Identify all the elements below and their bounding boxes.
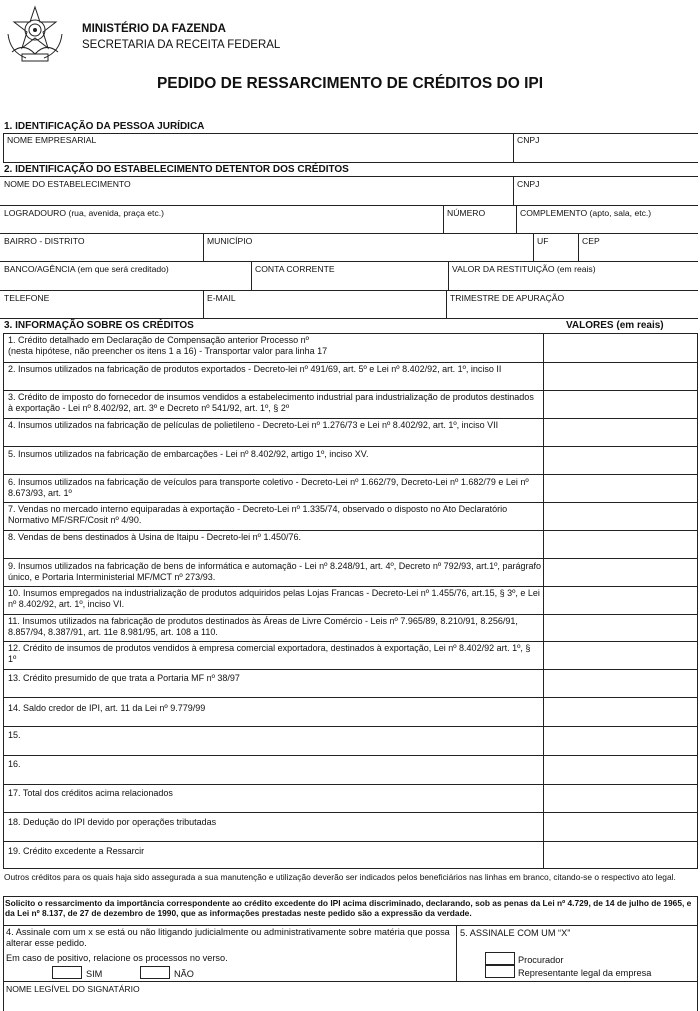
value-cell-9[interactable] [545, 559, 696, 585]
field-trimestre[interactable]: TRIMESTRE DE APURAÇÃO [450, 293, 565, 303]
credit-item-13: 13. Crédito presumido de que trata a Portaria MF nº 38/97 [8, 673, 240, 683]
value-cell-2[interactable] [545, 363, 696, 389]
ministry-name: MINISTÉRIO DA FAZENDA [82, 23, 226, 35]
value-cell-16[interactable] [545, 756, 696, 783]
nao-checkbox[interactable] [140, 966, 170, 979]
credit-item-6: 6. Insumos utilizados na fabricação de veículos para transporte coletivo - Decreto-Lei nº 1.662/79, Decreto-Lei nº 1.682/79 e Lei nº 8.673/93, art. 1º [8, 477, 529, 498]
section-1-title: 1. IDENTIFICAÇÃO DA PESSOA JURÍDICA [4, 121, 205, 132]
credits-note: Outros créditos para os quais haja sido assegurada a sua manutenção e utilização deverão ser indicados pelos beneficiários nas linhas em branco, citando-se o respectivo ato legal. [4, 872, 676, 882]
field-conta-corrente[interactable]: CONTA CORRENTE [255, 264, 335, 274]
value-cell-17[interactable] [545, 785, 696, 811]
value-cell-6[interactable] [545, 475, 696, 501]
credit-item-2: 2. Insumos utilizados na fabricação de produtos exportados - Decreto-lei nº 491/69, art. 5º e Lei nº 8.402/92, art. 1º, inciso II [8, 364, 502, 374]
credit-item-15: 15. [8, 730, 21, 740]
value-cell-15[interactable] [545, 727, 696, 754]
value-cell-14[interactable] [545, 698, 696, 725]
value-cell-11[interactable] [545, 615, 696, 640]
credit-item-18: 18. Dedução do IPI devido por operações tributadas [8, 817, 217, 827]
section-5-title: 5. ASSINALE COM UM “X” [460, 928, 571, 938]
credit-item-7: 7. Vendas no mercado interno equiparadas à exportação - Decreto-Lei nº 1.335/74, observado o disposto no Ato Declaratório Normativo MF/SRF/Cosit nº 4/90. [8, 504, 508, 525]
credit-item-9: 9. Insumos utilizados na fabricação de bens de informática e automação - Lei nº 8.248/91, art. 4º, Decreto nº 792/93, art.1º, parágrafo único, e Portaria Interministerial MF/MCT nº 273/93. [8, 561, 541, 582]
field-cep[interactable]: CEP [582, 236, 600, 246]
sim-checkbox[interactable] [52, 966, 82, 979]
credit-item-1: 1. Crédito detalhado em Declaração de Compensação anterior Processo nº (nesta hipótese, não preencher os itens 1 a 16) - Transportar valor para linha 17 [8, 335, 328, 356]
field-nome-signatario[interactable]: NOME LEGÍVEL DO SIGNATÁRIO [6, 984, 140, 994]
value-cell-1[interactable] [545, 334, 696, 361]
value-cell-12[interactable] [545, 642, 696, 668]
field-nome-estabelecimento[interactable]: NOME DO ESTABELECIMENTO [4, 179, 131, 189]
coat-of-arms-icon [4, 4, 66, 64]
declaration-text: Solicito o ressarcimento da importância correspondente ao crédito excedente do IPI acima discriminado, declarando, sob as penas da Lei nº 4.729, de 14 de julho de 1965, e da Lei nº 8.137, de 27 de dezembro de 1990, que as informações prestadas neste pedido são a expressão da verdade. [5, 898, 692, 919]
value-cell-7[interactable] [545, 503, 696, 529]
representante-label: Representante legal da empresa [518, 968, 652, 978]
field-municipio[interactable]: MUNICÍPIO [207, 236, 253, 246]
value-cell-10[interactable] [545, 587, 696, 613]
field-complemento[interactable]: COMPLEMENTO (apto, sala, etc.) [520, 208, 652, 218]
valores-header: VALORES (em reais) [566, 320, 664, 331]
section-4-text-2: Em caso de positivo, relacione os processos no verso. [6, 953, 228, 963]
page-title: PEDIDO DE RESSARCIMENTO DE CRÉDITOS DO IPI [156, 75, 544, 92]
credit-item-8: 8. Vendas de bens destinados à Usina de Itaipu - Decreto-lei nº 1.450/76. [8, 532, 301, 542]
credit-item-11: 11. Insumos utilizados na fabricação de produtos destinados às Áreas de Livre Comércio - Leis nº 7.965/89, 8.210/91, 8.256/91, 8.857/94, 8.387/91, art. 11e 8.981/95, art. 108 a 110. [8, 616, 518, 637]
procurador-checkbox[interactable] [485, 952, 515, 965]
value-cell-3[interactable] [545, 391, 696, 417]
field-uf[interactable]: UF [537, 236, 549, 246]
section-3-title: 3. INFORMAÇÃO SOBRE OS CRÉDITOS [4, 320, 194, 331]
procurador-label: Procurador [518, 955, 564, 965]
field-cnpj-empresa[interactable]: CNPJ [517, 135, 540, 145]
value-cell-18[interactable] [545, 813, 696, 840]
credit-item-14: 14. Saldo credor de IPI, art. 11 da Lei nº 9.779/99 [8, 703, 206, 713]
field-nome-empresarial[interactable]: NOME EMPRESARIAL [7, 135, 97, 145]
value-cell-19[interactable] [545, 842, 696, 867]
value-cell-4[interactable] [545, 419, 696, 445]
value-cell-13[interactable] [545, 670, 696, 696]
field-numero[interactable]: NÚMERO [447, 208, 486, 218]
field-email[interactable]: E-MAIL [207, 293, 236, 303]
credit-item-5: 5. Insumos utilizados na fabricação de embarcações - Lei nº 8.402/92, artigo 1º, inciso XV. [8, 449, 369, 459]
field-logradouro[interactable]: LOGRADOURO (rua, avenida, praça etc.) [4, 208, 164, 218]
field-cnpj-estabelecimento[interactable]: CNPJ [517, 179, 540, 189]
secretariat-name: SECRETARIA DA RECEITA FEDERAL [82, 39, 281, 51]
credit-item-4: 4. Insumos utilizados na fabricação de películas de polietileno - Decreto-Lei nº 1.276/73 e Lei nº 8.402/92, art. 1º, inciso VII [8, 420, 499, 430]
field-bairro[interactable]: BAIRRO - DISTRITO [4, 236, 85, 246]
credit-item-10: 10. Insumos empregados na industrialização de produtos adquiridos pelas Lojas Francas - Decreto-Lei nº 1.455/76, art.15, § 3º, e Lei nº 8.402/92, art. 1º, inciso VI. [8, 588, 540, 609]
credit-item-3: 3. Crédito de imposto do fornecedor de insumos vendidos a estabelecimento industrial para industrialização de produtos destinados à exportação - Lei nº 8.402/92, art. 3º e Decreto nº 541/92, art. 1º, § 2º [8, 392, 534, 413]
credit-item-16: 16. [8, 759, 21, 769]
field-valor-restituicao[interactable]: VALOR DA RESTITUIÇÃO (em reais) [452, 264, 596, 274]
credit-item-17: 17. Total dos créditos acima relacionados [8, 788, 173, 798]
section-2-title: 2. IDENTIFICAÇÃO DO ESTABELECIMENTO DETENTOR DOS CRÉDITOS [4, 164, 349, 175]
credit-item-19: 19. Crédito excedente a Ressarcir [8, 846, 145, 856]
value-cell-8[interactable] [545, 531, 696, 557]
value-cell-5[interactable] [545, 447, 696, 473]
field-banco-agencia[interactable]: BANCO/AGÊNCIA (em que será creditado) [4, 264, 169, 274]
representante-checkbox[interactable] [485, 965, 515, 978]
sim-label: SIM [86, 969, 103, 979]
field-telefone[interactable]: TELEFONE [4, 293, 50, 303]
section-4-text: 4. Assinale com um x se está ou não litigando judicialmente ou administrativamente sobre matéria que possa alterar esse pedido. [6, 927, 450, 949]
credit-item-12: 12. Crédito de insumos de produtos vendidos à empresa comercial exportadora, destinados à exportação, Lei nº 8.402/92 art. 1º, § 1º [8, 643, 531, 664]
nao-label: NÃO [174, 969, 194, 979]
